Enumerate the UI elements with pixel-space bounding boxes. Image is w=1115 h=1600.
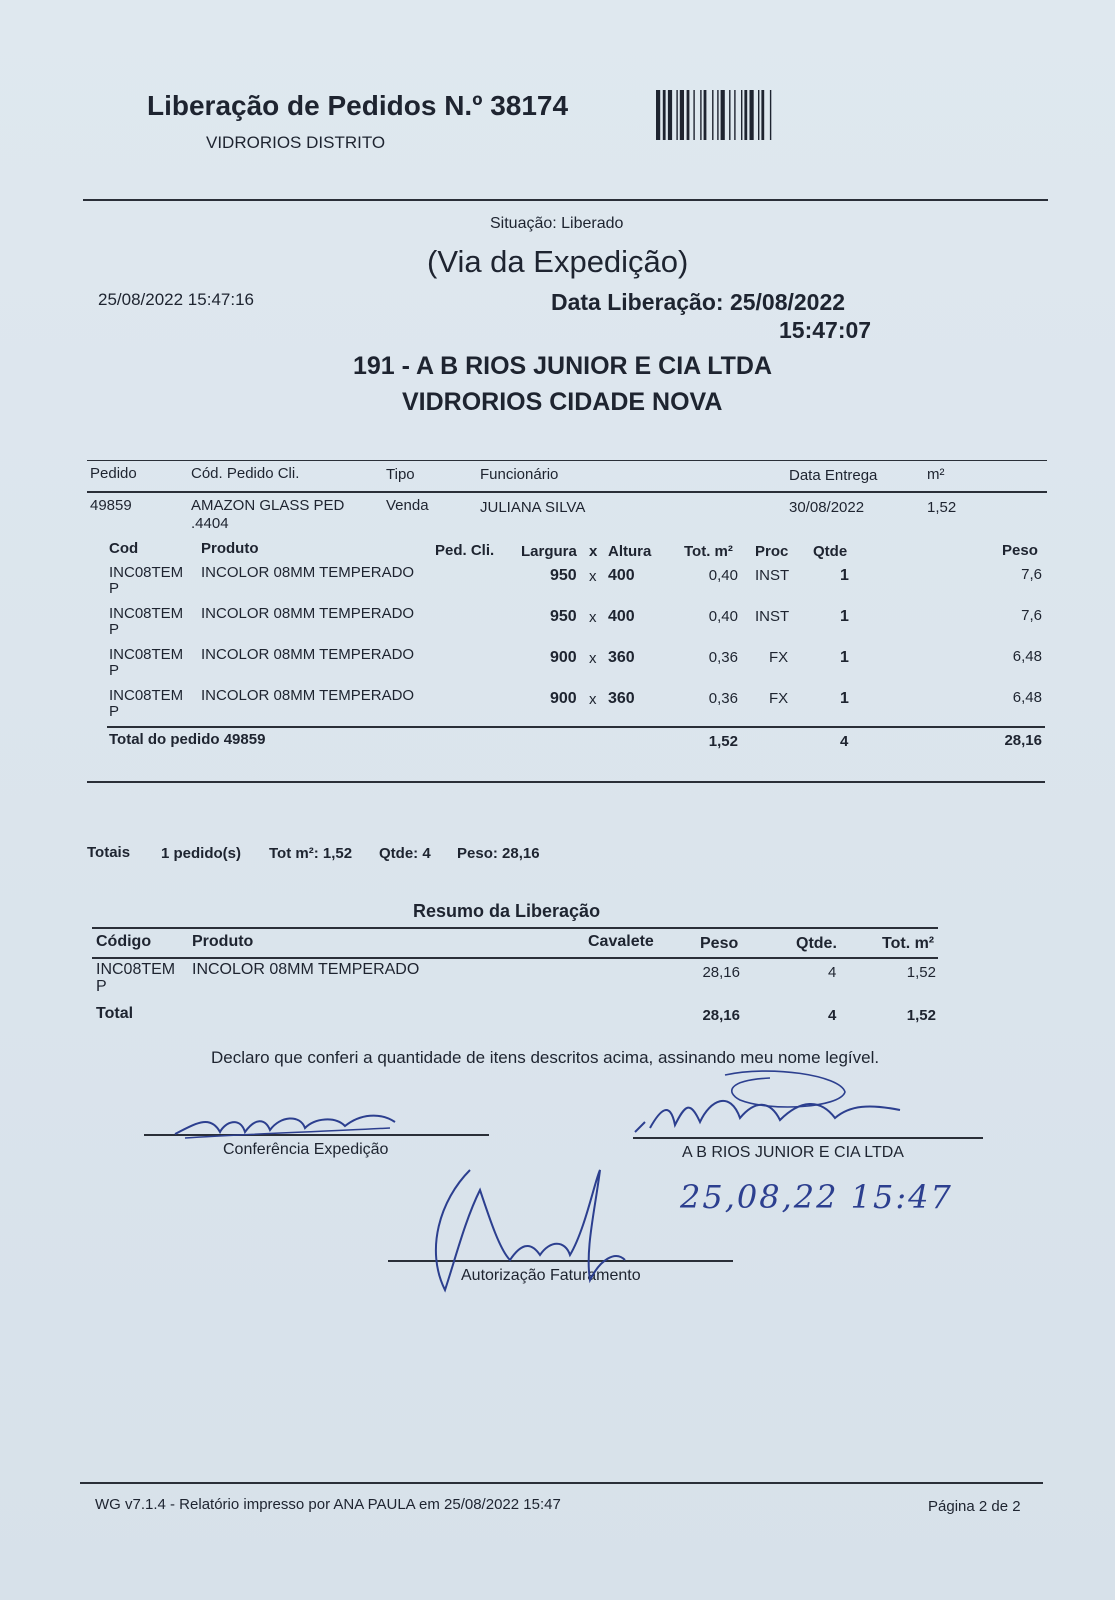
item-tot-m2: 0,36 xyxy=(708,690,738,707)
item-x: x xyxy=(589,650,597,667)
order-total-qtde: 4 xyxy=(840,733,849,750)
item-tot-m2: 0,36 xyxy=(708,649,738,666)
document-title: Liberação de Pedidos N.º 38174 xyxy=(147,90,569,121)
order-client-code: AMAZON GLASS PED xyxy=(191,497,345,514)
totals-label: Totais xyxy=(87,844,131,861)
order-employee: JULIANA SILVA xyxy=(480,499,586,516)
situation-label: Situação: Liberado xyxy=(490,215,624,232)
summary-header-rule xyxy=(92,957,938,959)
summary-col-codigo: Código xyxy=(96,933,152,950)
item-qtde: 1 xyxy=(840,567,849,584)
release-time: 15:47:07 xyxy=(779,317,872,343)
conference-label: Conferência Expedição xyxy=(223,1141,389,1158)
item-x: x xyxy=(589,609,597,626)
items-col-produto: Produto xyxy=(201,540,259,557)
printed-datetime: 25/08/2022 15:47:16 xyxy=(98,290,254,309)
summary-total-tot-m2: 1,52 xyxy=(906,1007,936,1024)
order-total-m2: 1,52 xyxy=(708,733,738,750)
item-peso: 7,6 xyxy=(1021,607,1042,624)
items-col-tot-m2: Tot. m² xyxy=(684,543,733,560)
col-cod-pedido-cli: Cód. Pedido Cli. xyxy=(191,465,300,482)
order-bottom-rule xyxy=(87,781,1045,783)
totals-peso: Peso: 28,16 xyxy=(457,845,540,862)
item-proc: INST xyxy=(755,567,790,584)
order-total-label: Total do pedido 49859 xyxy=(109,731,266,748)
summary-qtde: 4 xyxy=(828,964,837,981)
summary-col-cavalete: Cavalete xyxy=(588,933,654,950)
order-client-code-cont: .4404 xyxy=(191,515,229,532)
summary-peso: 28,16 xyxy=(702,964,740,981)
copy-label: (Via da Expedição) xyxy=(427,244,689,279)
item-produto: INCOLOR 08MM TEMPERADO xyxy=(201,605,415,622)
item-largura: 900 xyxy=(550,649,577,666)
footer-printed-by: WG v7.1.4 - Relatório impresso por ANA PAULA em 25/08/2022 15:47 xyxy=(95,1496,561,1513)
col-pedido: Pedido xyxy=(90,465,137,482)
item-altura: 400 xyxy=(608,608,635,625)
order-m2: 1,52 xyxy=(927,499,957,516)
items-col-x: x xyxy=(589,543,598,560)
item-cod: INC08TEM xyxy=(109,687,184,704)
company-name: VIDRORIOS DISTRITO xyxy=(206,133,386,152)
items-col-peso: Peso xyxy=(1002,542,1038,559)
item-cod-cont: P xyxy=(109,662,120,679)
item-altura: 360 xyxy=(608,690,635,707)
col-m2: m² xyxy=(927,466,945,483)
items-col-altura: Altura xyxy=(608,543,652,560)
summary-col-produto: Produto xyxy=(192,933,254,950)
order-total-peso: 28,16 xyxy=(1004,732,1042,749)
col-data-entrega: Data Entrega xyxy=(789,467,878,484)
totals-m2: Tot m²: 1,52 xyxy=(269,845,353,862)
declaration-text: Declaro que conferi a quantidade de itens descritos acima, assinando meu nome legível. xyxy=(211,1048,880,1067)
summary-col-tot-m2: Tot. m² xyxy=(882,935,935,952)
item-altura: 400 xyxy=(608,567,635,584)
item-peso: 6,48 xyxy=(1012,689,1042,706)
totals-orders: 1 pedido(s) xyxy=(161,845,242,862)
item-qtde: 1 xyxy=(840,690,849,707)
item-tot-m2: 0,40 xyxy=(708,608,738,625)
item-peso: 6,48 xyxy=(1012,648,1042,665)
totals-qtde: Qtde: 4 xyxy=(379,845,431,862)
summary-col-qtde: Qtde. xyxy=(796,935,837,952)
items-col-ped-cli: Ped. Cli. xyxy=(435,542,495,559)
col-tipo: Tipo xyxy=(386,466,415,483)
client-name: 191 - A B RIOS JUNIOR E CIA LTDA xyxy=(353,352,773,380)
summary-produto: INCOLOR 08MM TEMPERADO xyxy=(192,961,420,978)
summary-title: Resumo da Liberação xyxy=(413,901,601,921)
order-top-rule xyxy=(87,460,1047,461)
summary-top-rule xyxy=(92,927,938,929)
order-number: 49859 xyxy=(90,497,132,514)
item-produto: INCOLOR 08MM TEMPERADO xyxy=(201,687,415,704)
order-delivery-date: 30/08/2022 xyxy=(789,499,865,516)
item-peso: 7,6 xyxy=(1021,566,1042,583)
handwritten-date: 25,08,22 15:47 xyxy=(680,1178,953,1216)
conference-signature-icon xyxy=(165,1104,405,1144)
client-branch: VIDRORIOS CIDADE NOVA xyxy=(402,388,723,416)
item-proc: FX xyxy=(769,649,789,666)
items-col-proc: Proc xyxy=(755,543,789,560)
billing-label: Autorização Faturamento xyxy=(461,1267,641,1284)
item-altura: 360 xyxy=(608,649,635,666)
item-produto: INCOLOR 08MM TEMPERADO xyxy=(201,646,415,663)
summary-codigo-cont: P xyxy=(96,978,107,995)
footer-rule xyxy=(80,1482,1043,1484)
header-divider xyxy=(83,199,1048,201)
billing-signature-icon xyxy=(420,1160,640,1300)
client-sign-label: A B RIOS JUNIOR E CIA LTDA xyxy=(682,1144,904,1161)
client-signature-icon xyxy=(630,1070,930,1140)
items-col-qtde: Qtde xyxy=(813,543,848,560)
item-cod-cont: P xyxy=(109,703,120,720)
items-total-rule xyxy=(107,726,1045,728)
item-qtde: 1 xyxy=(840,649,849,666)
summary-codigo: INC08TEM xyxy=(96,961,176,978)
item-x: x xyxy=(589,691,597,708)
items-col-largura: Largura xyxy=(521,543,577,560)
summary-total-peso: 28,16 xyxy=(702,1007,740,1024)
item-cod: INC08TEM xyxy=(109,605,184,622)
item-largura: 900 xyxy=(550,690,577,707)
barcode-icon xyxy=(656,90,826,140)
item-cod: INC08TEM xyxy=(109,564,184,581)
order-type: Venda xyxy=(386,497,429,514)
item-cod-cont: P xyxy=(109,621,120,638)
item-largura: 950 xyxy=(550,567,577,584)
summary-total-label: Total xyxy=(96,1005,134,1022)
summary-tot-m2: 1,52 xyxy=(906,964,936,981)
item-cod-cont: P xyxy=(109,580,120,597)
item-proc: INST xyxy=(755,608,790,625)
item-qtde: 1 xyxy=(840,608,849,625)
item-tot-m2: 0,40 xyxy=(708,567,738,584)
release-date: Data Liberação: 25/08/2022 xyxy=(551,289,846,315)
item-produto: INCOLOR 08MM TEMPERADO xyxy=(201,564,415,581)
summary-col-peso: Peso xyxy=(700,935,739,952)
item-proc: FX xyxy=(769,690,789,707)
col-funcionario: Funcionário xyxy=(480,466,559,483)
item-cod: INC08TEM xyxy=(109,646,184,663)
item-x: x xyxy=(589,568,597,585)
order-header-rule xyxy=(87,491,1047,493)
footer-page-number: Página 2 de 2 xyxy=(928,1498,1021,1515)
summary-total-qtde: 4 xyxy=(828,1007,837,1024)
items-col-cod: Cod xyxy=(109,540,139,557)
item-largura: 950 xyxy=(550,608,577,625)
